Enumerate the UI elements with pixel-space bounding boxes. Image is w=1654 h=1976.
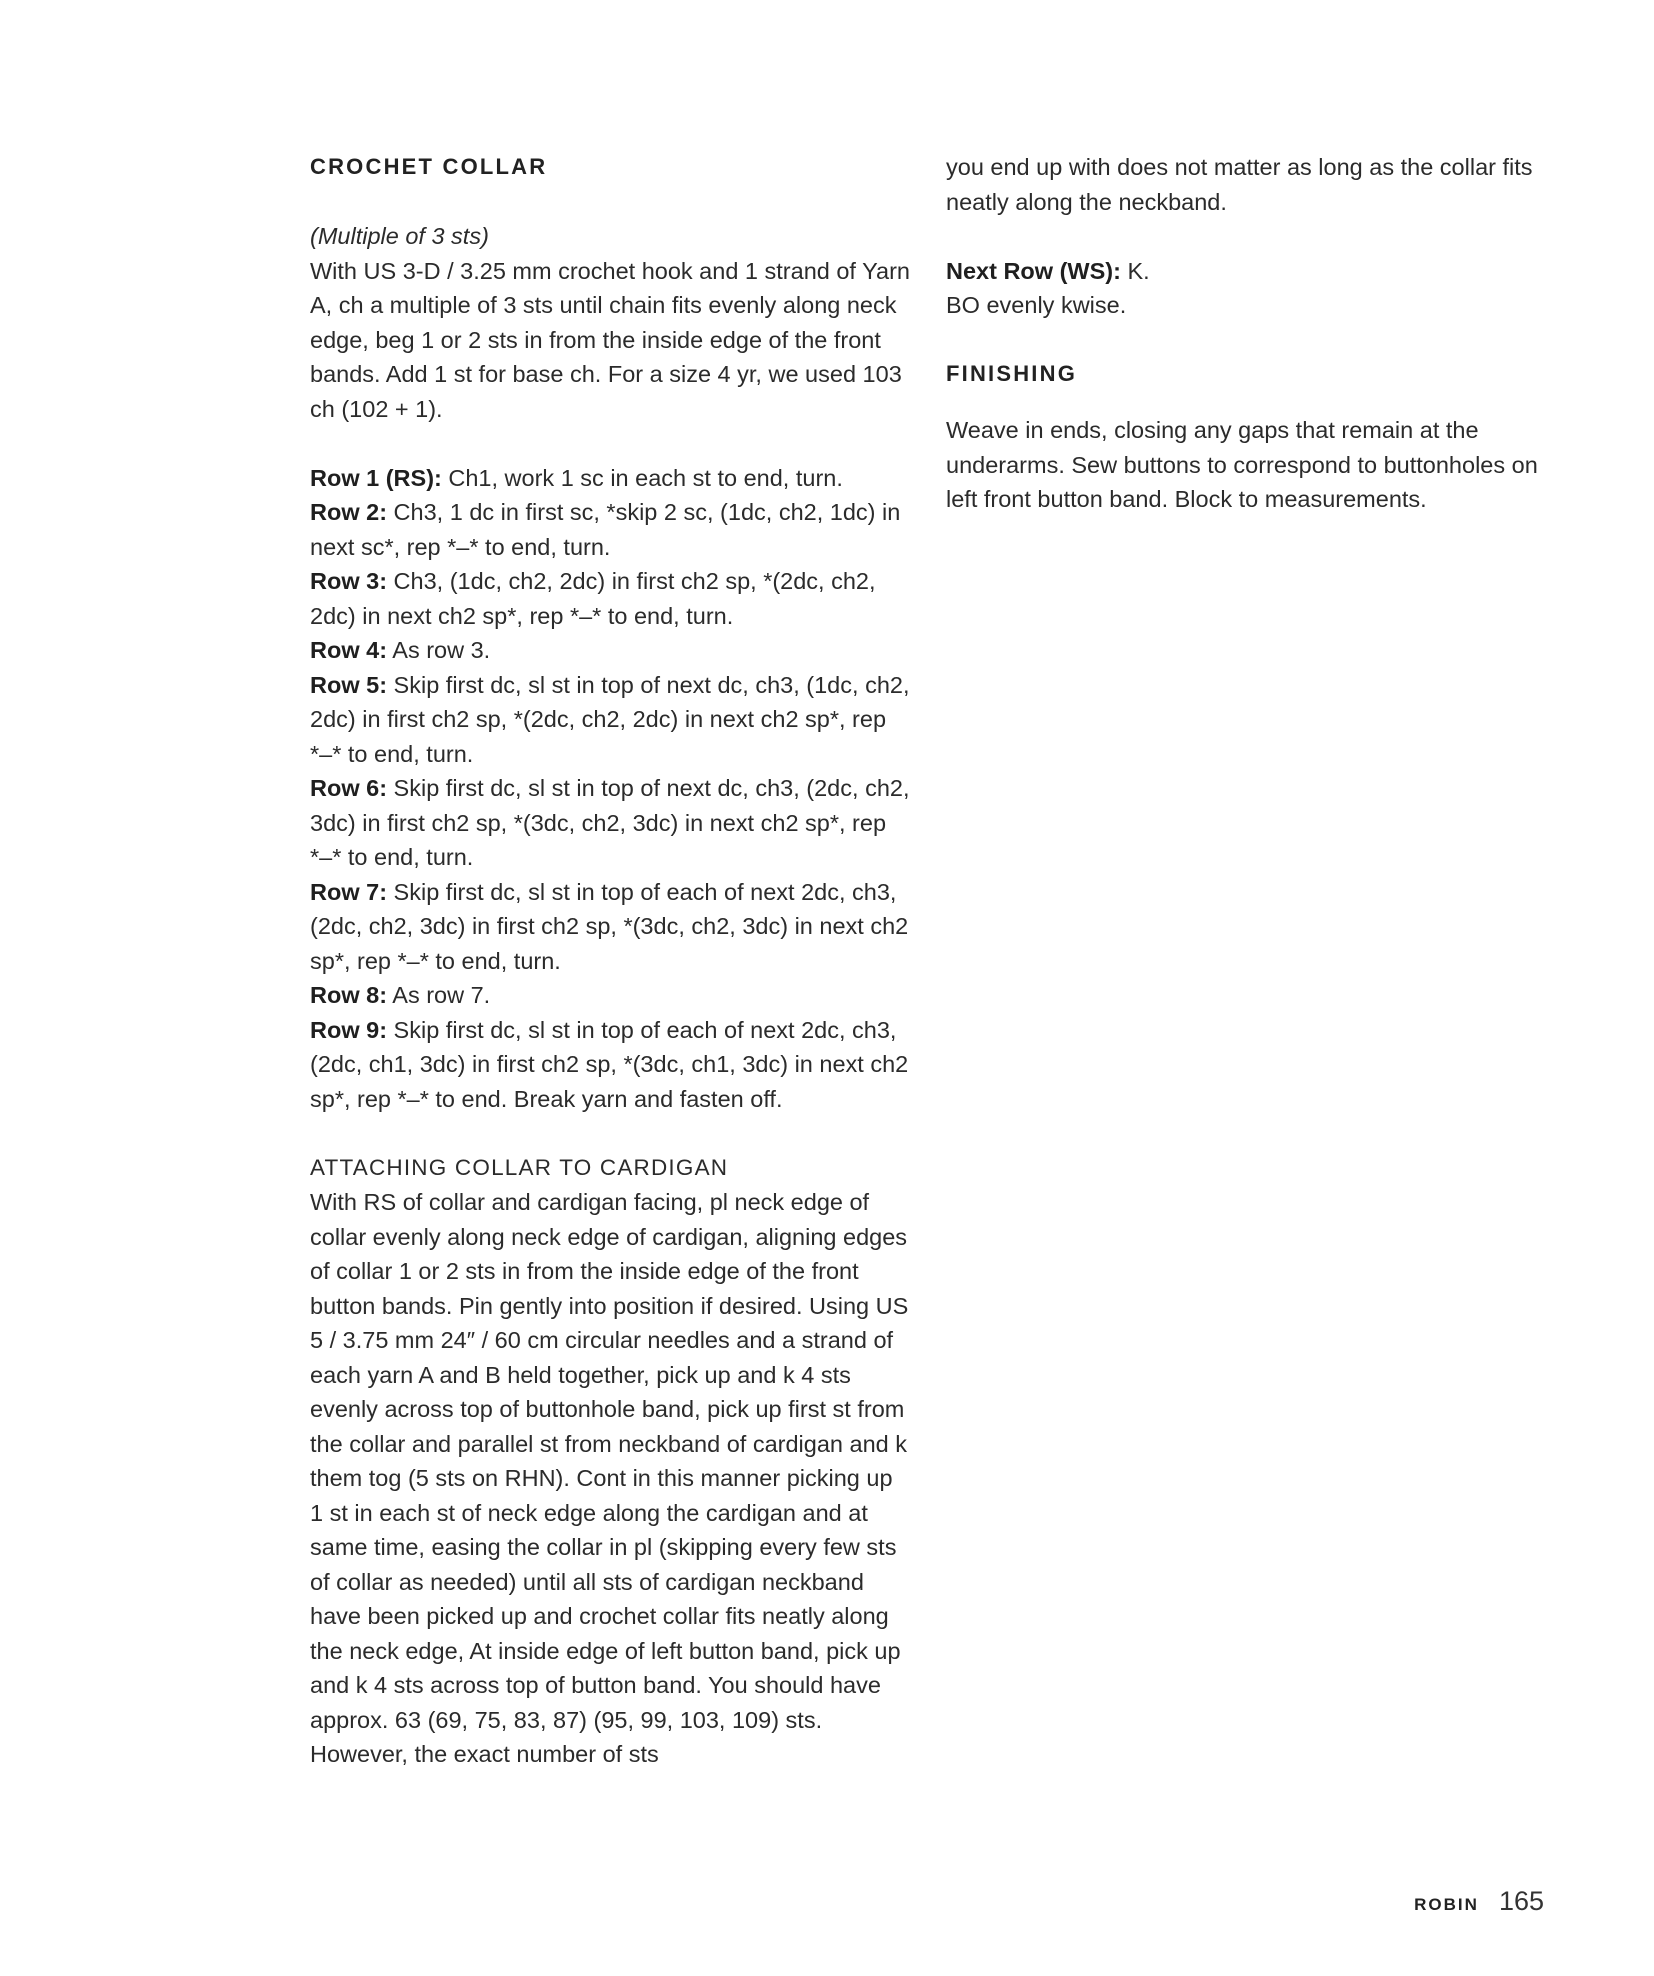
row-instruction [310, 495, 910, 564]
row-instruction [310, 633, 910, 668]
left-column [310, 150, 910, 1772]
section-heading-crochet-collar: CROCHET COLLAR [310, 154, 548, 179]
row-text: Skip first dc, sl st in top of next dc, ch3, (1dc, ch2, 2dc) in first ch2 sp, *(2dc, ch2, 2dc) in next ch2 sp*, rep *–* to end, turn. [310, 671, 910, 767]
row-instruction [310, 668, 910, 772]
attaching-paragraph: With RS of collar and cardigan facing, pl neck edge of collar evenly along neck edge of cardigan, aligning edges of collar 1 or 2 sts in from the inside edge of the front button bands. Pin gently into position if desired. Using US 5 / 3.75 mm 24″ / 60 cm circular needles and a strand of each yarn A and B held together, pick up and k 4 sts evenly across top of buttonhole band, pick up first st from the collar and parallel st from neckband of cardigan and k them tog (5 sts on RHN). Cont in this manner picking up 1 st in each st of neck edge along the cardigan and at same time, easing the collar in pl (skipping every few sts of collar as needed) until all sts of cardigan neckband have been picked up and crochet collar fits neatly along the neck edge, At inside edge of left button band, pick up and k 4 sts across top of button band. You should have approx. 63 (69, 75, 83, 87) (95, 99, 103, 109) sts. However, the exact number of sts [310, 1189, 909, 1767]
row-instruction [310, 875, 910, 979]
next-row-label: Next Row (WS): [946, 257, 1121, 284]
continuation-paragraph: you end up with does not matter as long as the collar fits neatly along the neckband. [946, 154, 1533, 215]
row-label: Row 3: [310, 568, 388, 594]
right-column [946, 150, 1546, 517]
section-heading-finishing: FINISHING [946, 360, 1078, 386]
multiple-note: (Multiple of 3 sts) [310, 223, 489, 249]
row-instruction [310, 1013, 910, 1117]
row-label: Row 6: [310, 775, 388, 801]
finishing-paragraph: Weave in ends, closing any gaps that remain at the underarms. Sew buttons to correspond to buttonholes on left front button band. Block to measurements. [946, 417, 1538, 512]
intro-paragraph: With US 3-D / 3.25 mm crochet hook and 1 strand of Yarn A, ch a multiple of 3 sts until chain fits evenly along neck edge, beg 1 or 2 sts in from the inside edge of the front bands. Add 1 st for base ch. For a size 4 yr, we used 103 ch (102 + 1). [310, 257, 910, 422]
row-text: Ch3, (1dc, ch2, 2dc) in first ch2 sp, *(2dc, ch2, 2dc) in next ch2 sp*, rep *–* to end, turn. [310, 568, 876, 629]
row-label: Row 5: [310, 671, 388, 698]
row-text: Skip first dc, sl st in top of each of next 2dc, ch3, (2dc, ch2, 3dc) in first ch2 sp, *(3dc, ch2, 3dc) in next ch2 sp*, rep *–* to end, turn. [310, 878, 909, 974]
row-label: Row 9: [310, 1016, 388, 1043]
row-label: Row 4: [310, 637, 388, 663]
row-instructions [310, 461, 910, 1117]
row-instruction [310, 771, 910, 875]
row-label: Row 7: [310, 878, 388, 905]
row-text: As row 7. [387, 982, 491, 1008]
row-instruction [310, 564, 910, 633]
row-instruction [310, 978, 910, 1013]
next-row-text: K. [1120, 257, 1150, 284]
row-text: As row 3. [387, 637, 491, 663]
row-label: Row 1 (RS): [310, 464, 442, 491]
row-instruction [310, 461, 910, 496]
row-text: Ch3, 1 dc in first sc, *skip 2 sc, (1dc, ch2, 1dc) in next sc*, rep *–* to end, turn. [310, 499, 901, 560]
page-footer [1414, 1886, 1544, 1917]
row-text: Skip first dc, sl st in top of each of next 2dc, ch3, (2dc, ch1, 3dc) in first ch2 sp, *(3dc, ch1, 3dc) in next ch2 sp*, rep *–* to end. Break yarn and fasten off. [310, 1016, 909, 1112]
row-label: Row 2: [310, 499, 388, 525]
row-label: Row 8: [310, 982, 388, 1008]
row-text: Ch1, work 1 sc in each st to end, turn. [441, 464, 843, 491]
subheading-attaching-collar: ATTACHING COLLAR TO CARDIGAN [310, 1154, 729, 1180]
next-row-instruction [946, 254, 1546, 289]
row-text: Skip first dc, sl st in top of next dc, ch3, (2dc, ch2, 3dc) in first ch2 sp, *(3dc, ch2, 3dc) in next ch2 sp*, rep *–* to end, turn. [310, 775, 910, 870]
bind-off-instruction: BO evenly kwise. [946, 292, 1127, 318]
running-title: ROBIN [1414, 1895, 1479, 1914]
page-number: 165 [1498, 1886, 1544, 1916]
